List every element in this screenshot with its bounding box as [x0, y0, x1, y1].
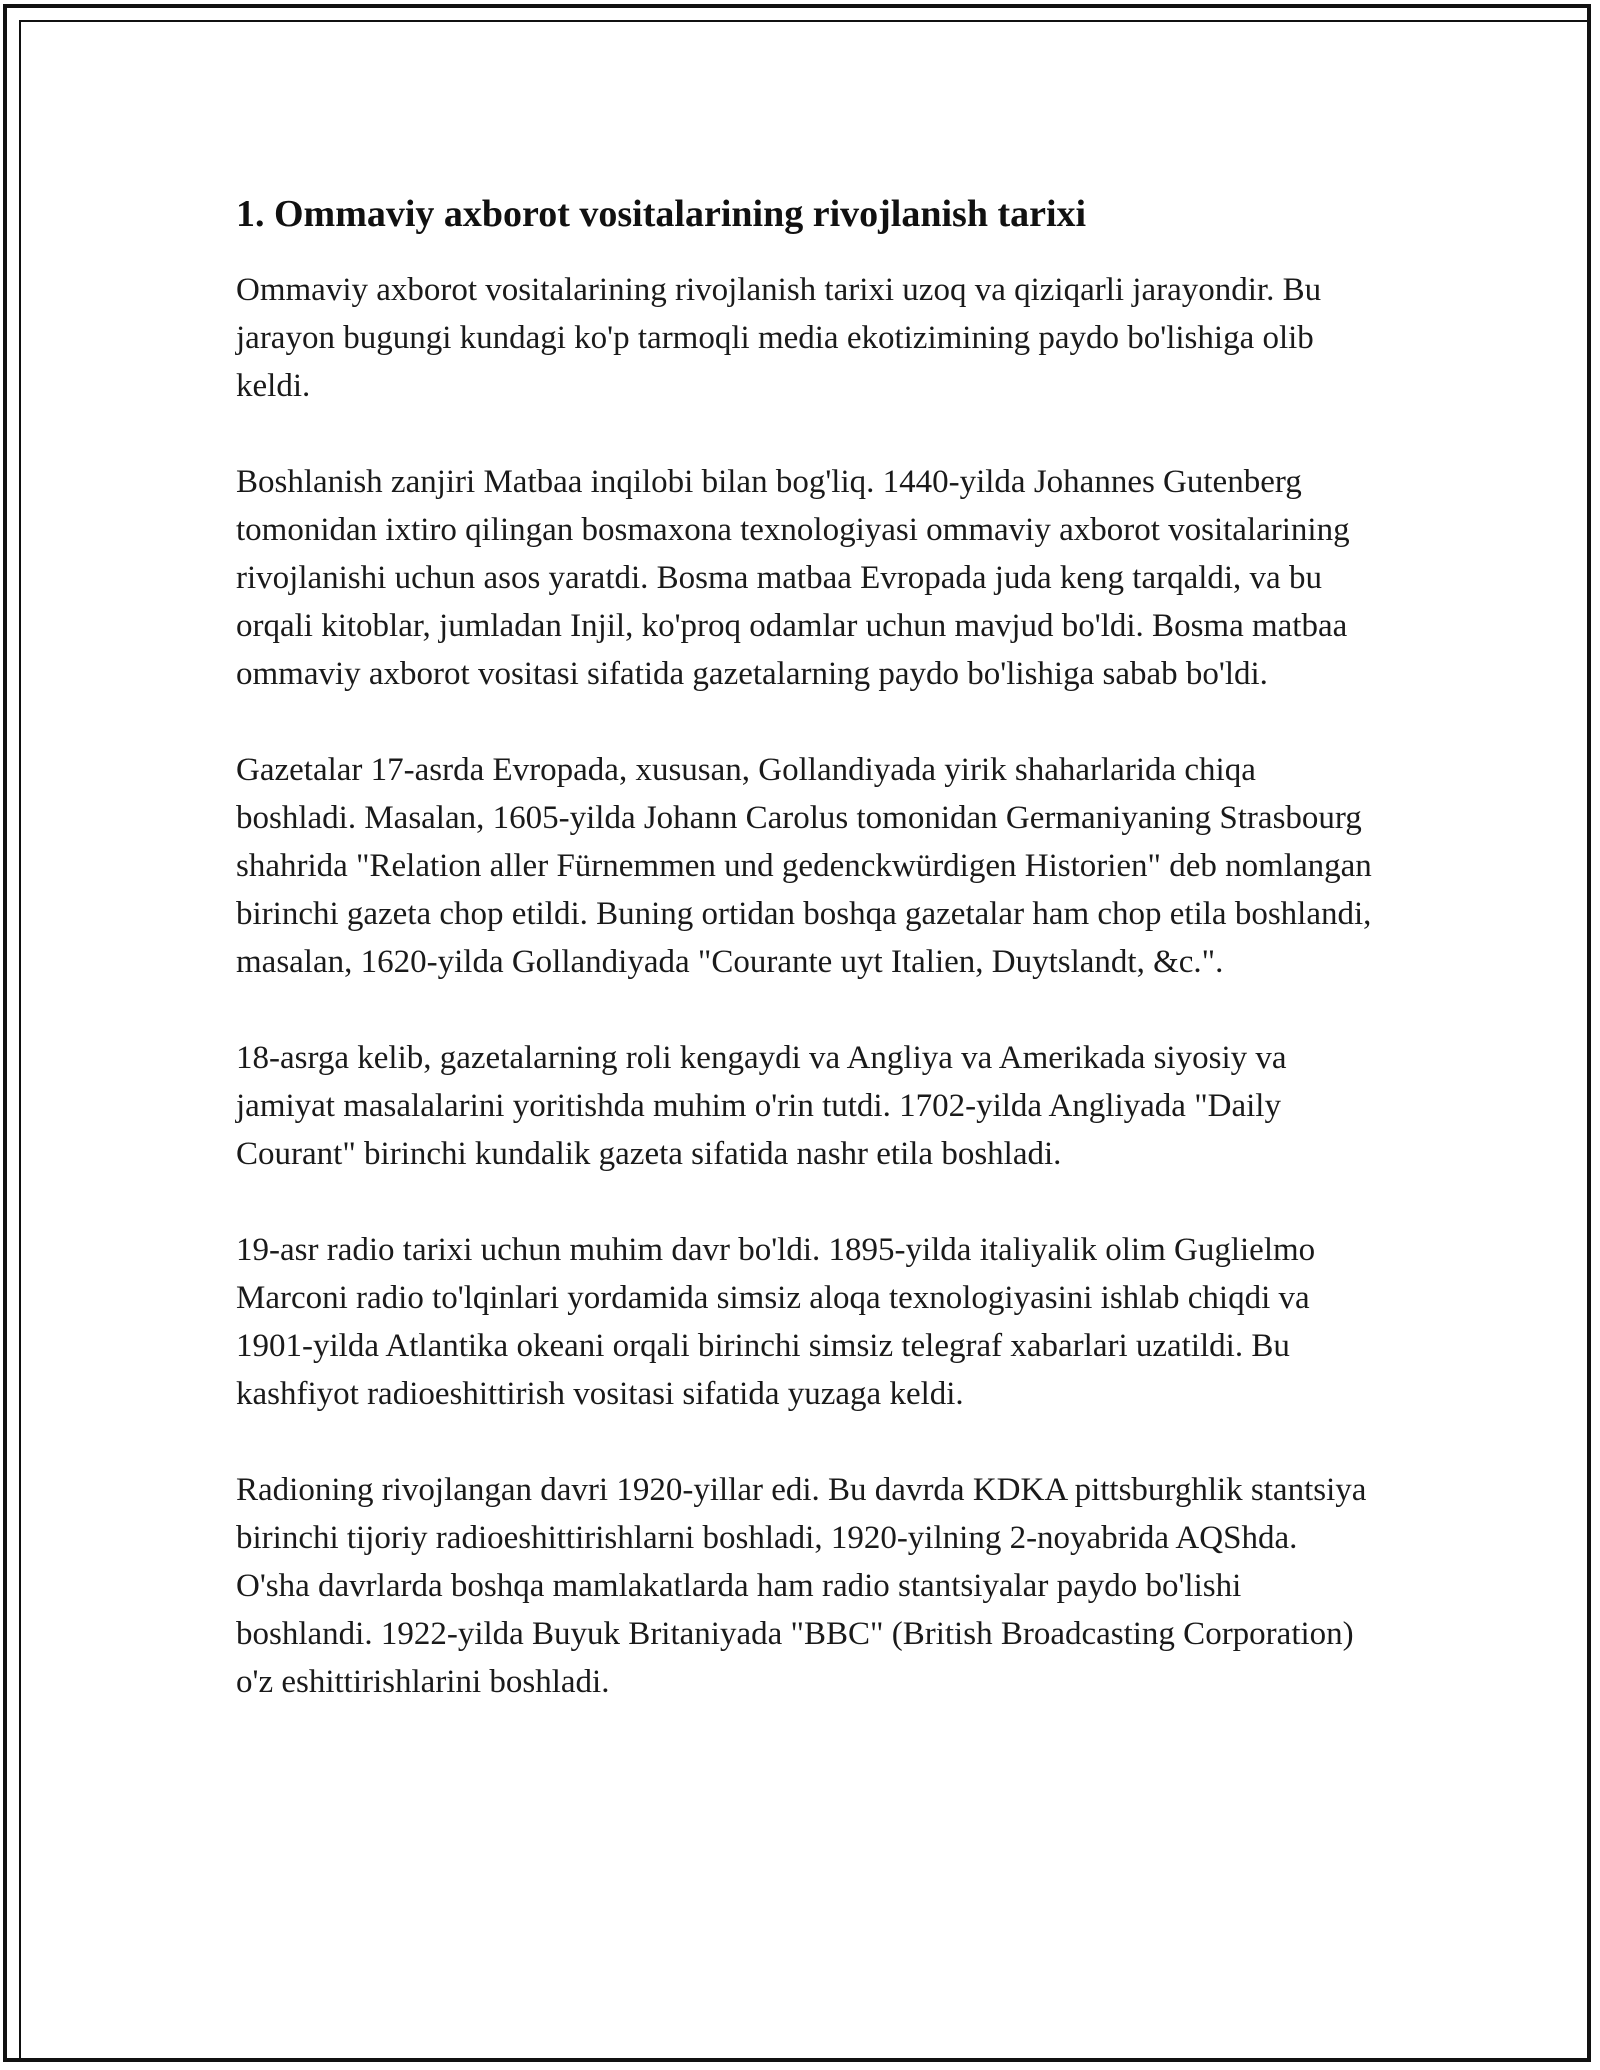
document-body	[236, 186, 1376, 1754]
paragraph-intro: Ommaviy axborot vositalarining rivojlanish tarixi uzoq va qiziqarli jarayondir. Bu jarayon bugungi kundagi ko'p tarmoqli media ekotizimining paydo bo'lishiga olib keldi.	[236, 272, 1322, 404]
paragraph-early-newspapers: Gazetalar 17-asrda Evropada, xususan, Gollandiyada yirik shaharlarida chiqa boshladi. Masalan, 1605-yilda Johann Carolus tomonidan Germaniyaning Strasbourg shahrida "Relation aller Fürnemmen und gedenckwürdigen Historien" deb nomlangan birinchi gazeta chop etildi. Buning ortidan boshqa gazetalar ham chop etila boshlandi, masalan, 1620-yilda Gollandiyada "Courante uyt Italien, Duytslandt, &c.".	[236, 752, 1372, 980]
paragraph-printing-revolution: Boshlanish zanjiri Matbaa inqilobi bilan bog'liq. 1440-yilda Johannes Gutenberg tomonidan ixtiro qilingan bosmaxona texnologiyasi ommaviy axborot vositalarining rivojlanishi uchun asos yaratdi. Bosma matbaa Evropada juda keng tarqaldi, va bu orqali kitoblar, jumladan Injil, ko'proq odamlar uchun mavjud bo'ldi. Bosma matbaa ommaviy axborot vositasi sifatida gazetalarning paydo bo'lishiga sabab bo'ldi.	[236, 464, 1350, 692]
section-heading: 1. Ommaviy axborot vositalarining rivojlanish tarixi	[236, 193, 1087, 235]
paragraph-radio-invention: 19-asr radio tarixi uchun muhim davr bo'ldi. 1895-yilda italiyalik olim Guglielmo Marconi radio to'lqinlari yordamida simsiz aloqa texnologiyasini ishlab chiqdi va 1901-yilda Atlantika okeani orqali birinchi simsiz telegraf xabarlari uzatildi. Bu kashfiyot radioeshittirish vositasi sifatida yuzaga keldi.	[236, 1232, 1316, 1412]
paragraph-18th-century: 18-asrga kelib, gazetalarning roli kengaydi va Angliya va Amerikada siyosiy va jamiyat masalalarini yoritishda muhim o'rin tutdi. 1702-yilda Angliyada "Daily Courant" birinchi kundalik gazeta sifatida nashr etila boshladi.	[236, 1040, 1287, 1172]
paragraph-radio-broadcasting: Radioning rivojlangan davri 1920-yillar edi. Bu davrda KDKA pittsburghlik stantsiya birinchi tijoriy radioeshittirishlarni boshladi, 1920-yilning 2-noyabrida AQShda. O'sha davrlarda boshqa mamlakatlarda ham radio stantsiyalar paydo bo'lishi boshlandi. 1922-yilda Buyuk Britaniyada "BBC" (British Broadcasting Corporation) o'z eshittirishlarini boshladi.	[236, 1472, 1367, 1700]
